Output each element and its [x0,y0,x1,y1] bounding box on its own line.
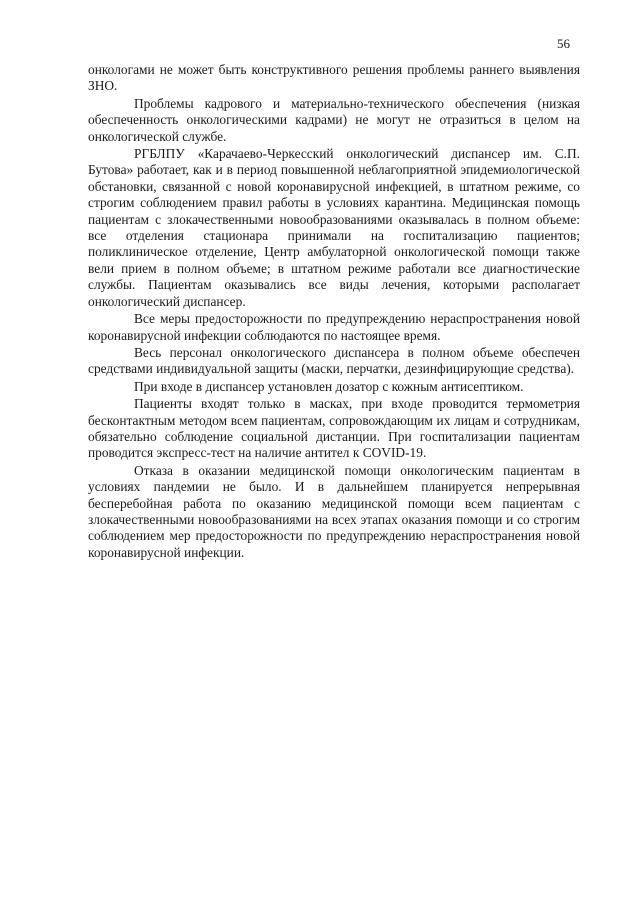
paragraph-precautions: Все меры предосторожности по предупреждению нераспространения новой коронавирусной инфекции соблюдаются по настоящее время. [88,311,580,343]
paragraph-no-refusals: Отказа в оказании медицинской помощи онкологическим пациентам в условиях пандемии не было. И в дальнейшем планируется непрерывная бесперебойная работа по оказанию медицинской помощи всем пациентам с злокачественными новообразованиями на всех этапах оказания помощи и со строгим соблюдением мер предосторожности по предупреждению нераспространения новой коронавирусной инфекции. [88,462,580,560]
paragraph-entry-rules: Пациенты входят только в масках, при входе проводится термометрия бесконтактным методом всем пациентам, сопровождающим их лицам и сотрудникам, обязательно соблюдение социальной дистанции. При госпитализации пациентам проводится экспресс-тест на наличие антител к COVID-19. [88,396,580,461]
paragraph-protective-equipment: Весь персонал онкологического диспансера в полном объеме обеспечен средствами индивидуальной защиты (маски, перчатки, дезинфицирующие средства). [88,344,580,377]
page-number: 56 [557,36,570,51]
document-body [88,62,580,561]
paragraph-dispensary-operation: РГБЛПУ «Карачаево-Черкесский онкологический диспансер им. С.П. Бутова» работает, как и в период повышенной неблагоприятной эпидемиологической обстановки, связанной с новой коронавирусной инфекцией, в штатном режиме, со строгим соблюдением правил работы в условиях карантина. Медицинская помощь пациентам с злокачественными новообразованиями оказывалась в полном объеме: все отделения стационара принимали на госпитализацию пациентов; поликлиническое отделение, Центр амбулаторной онкологической помощи также вели прием в полном объеме; в штатном режиме работали все диагностические службы. Пациентам оказывались все виды лечения, которыми располагает онкологический диспансер. [88,146,580,309]
paragraph-antiseptic-dispenser: При входе в диспансер установлен дозатор с кожным антисептиком. [134,378,524,394]
paragraph-staffing-problems: Проблемы кадрового и материально-технического обеспечения (низкая обеспеченность онкологическими кадрами) не могут не отразиться в целом на онкологической службе. [88,95,580,144]
paragraph-continuation: онкологами не может быть конструктивного решения проблемы раннего выявления ЗНО. [88,62,580,94]
